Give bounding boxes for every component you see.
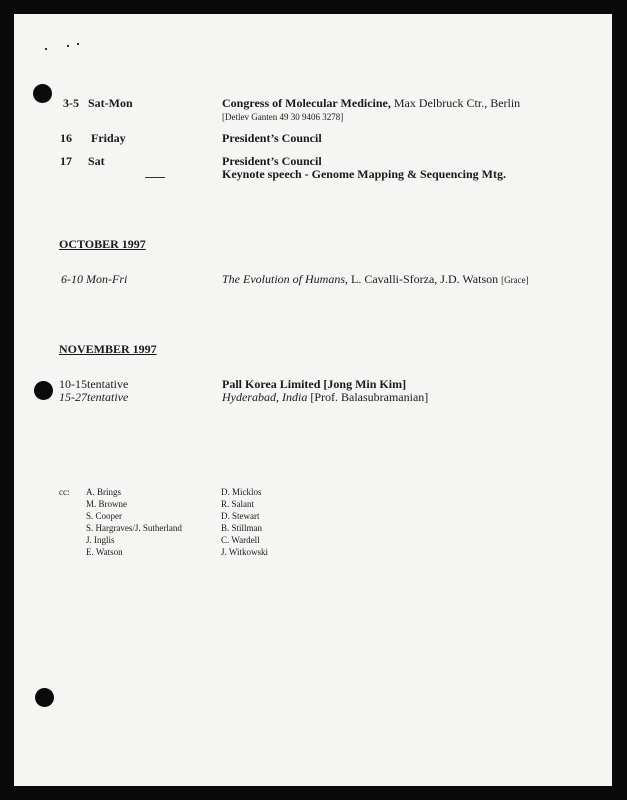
divider [145, 177, 165, 178]
cc-recipient: E. Watson [86, 547, 123, 557]
event-date: 15-27tentative [59, 390, 129, 404]
event-date: 3-5 [63, 96, 79, 110]
event-note: [Grace] [501, 275, 529, 285]
cc-recipient: S. Hargraves/J. Sutherland [86, 523, 182, 533]
cc-recipient: D. Micklos [221, 487, 262, 497]
event-title: Pall Korea Limited [Jong Min Kim] [222, 377, 407, 391]
event-title: The Evolution of Humans [222, 272, 345, 286]
cc-label: cc: [59, 487, 70, 497]
event-date: 16 [60, 131, 72, 145]
cc-recipient: C. Wardell [221, 535, 260, 545]
event-description [222, 390, 428, 404]
cc-recipient: J. Witkowski [221, 547, 268, 557]
event-title: Congress of Molecular Medicine, [222, 96, 391, 110]
event-date: 17 [60, 154, 72, 168]
event-date: 10-15tentative [59, 377, 129, 391]
cc-recipient: R. Salant [221, 499, 254, 509]
cc-recipient: A. Brings [86, 487, 122, 497]
event-day: Friday [91, 131, 126, 145]
punch-hole [35, 688, 54, 707]
event-title: President’s Council [222, 131, 322, 145]
stray-mark [67, 45, 69, 47]
cc-recipient: D. Stewart [221, 511, 260, 521]
event-day: Sat-Mon [88, 96, 133, 110]
event-note: [Detlev Ganten 49 30 9406 3278] [222, 112, 344, 122]
event-people: , L. Cavalli-Sforza, J.D. Watson [345, 272, 502, 286]
cc-recipient: J. Inglis [86, 535, 115, 545]
event-location: Hyderabad, India [222, 390, 308, 404]
stray-mark [45, 48, 47, 50]
document-page [14, 14, 612, 786]
stray-mark [77, 43, 79, 45]
event-contact: [Prof. Balasubramanian] [307, 390, 429, 404]
cc-recipient: B. Stillman [221, 523, 263, 533]
punch-hole [34, 381, 53, 400]
punch-hole [33, 84, 52, 103]
section-heading-october: OCTOBER 1997 [59, 237, 146, 251]
event-date: 6-10 Mon-Fri [61, 272, 128, 286]
event-title: President’s Council [222, 154, 322, 168]
event-day: Sat [88, 154, 105, 168]
event-description [222, 96, 520, 110]
event-location: Max Delbruck Ctr., Berlin [390, 96, 521, 110]
cc-recipient: M. Browne [86, 499, 127, 509]
section-heading-november: NOVEMBER 1997 [59, 342, 157, 356]
event-description [222, 272, 529, 287]
event-subtitle: Keynote speech - Genome Mapping & Sequencing Mtg. [222, 167, 506, 181]
cc-recipient: S. Cooper [86, 511, 122, 521]
